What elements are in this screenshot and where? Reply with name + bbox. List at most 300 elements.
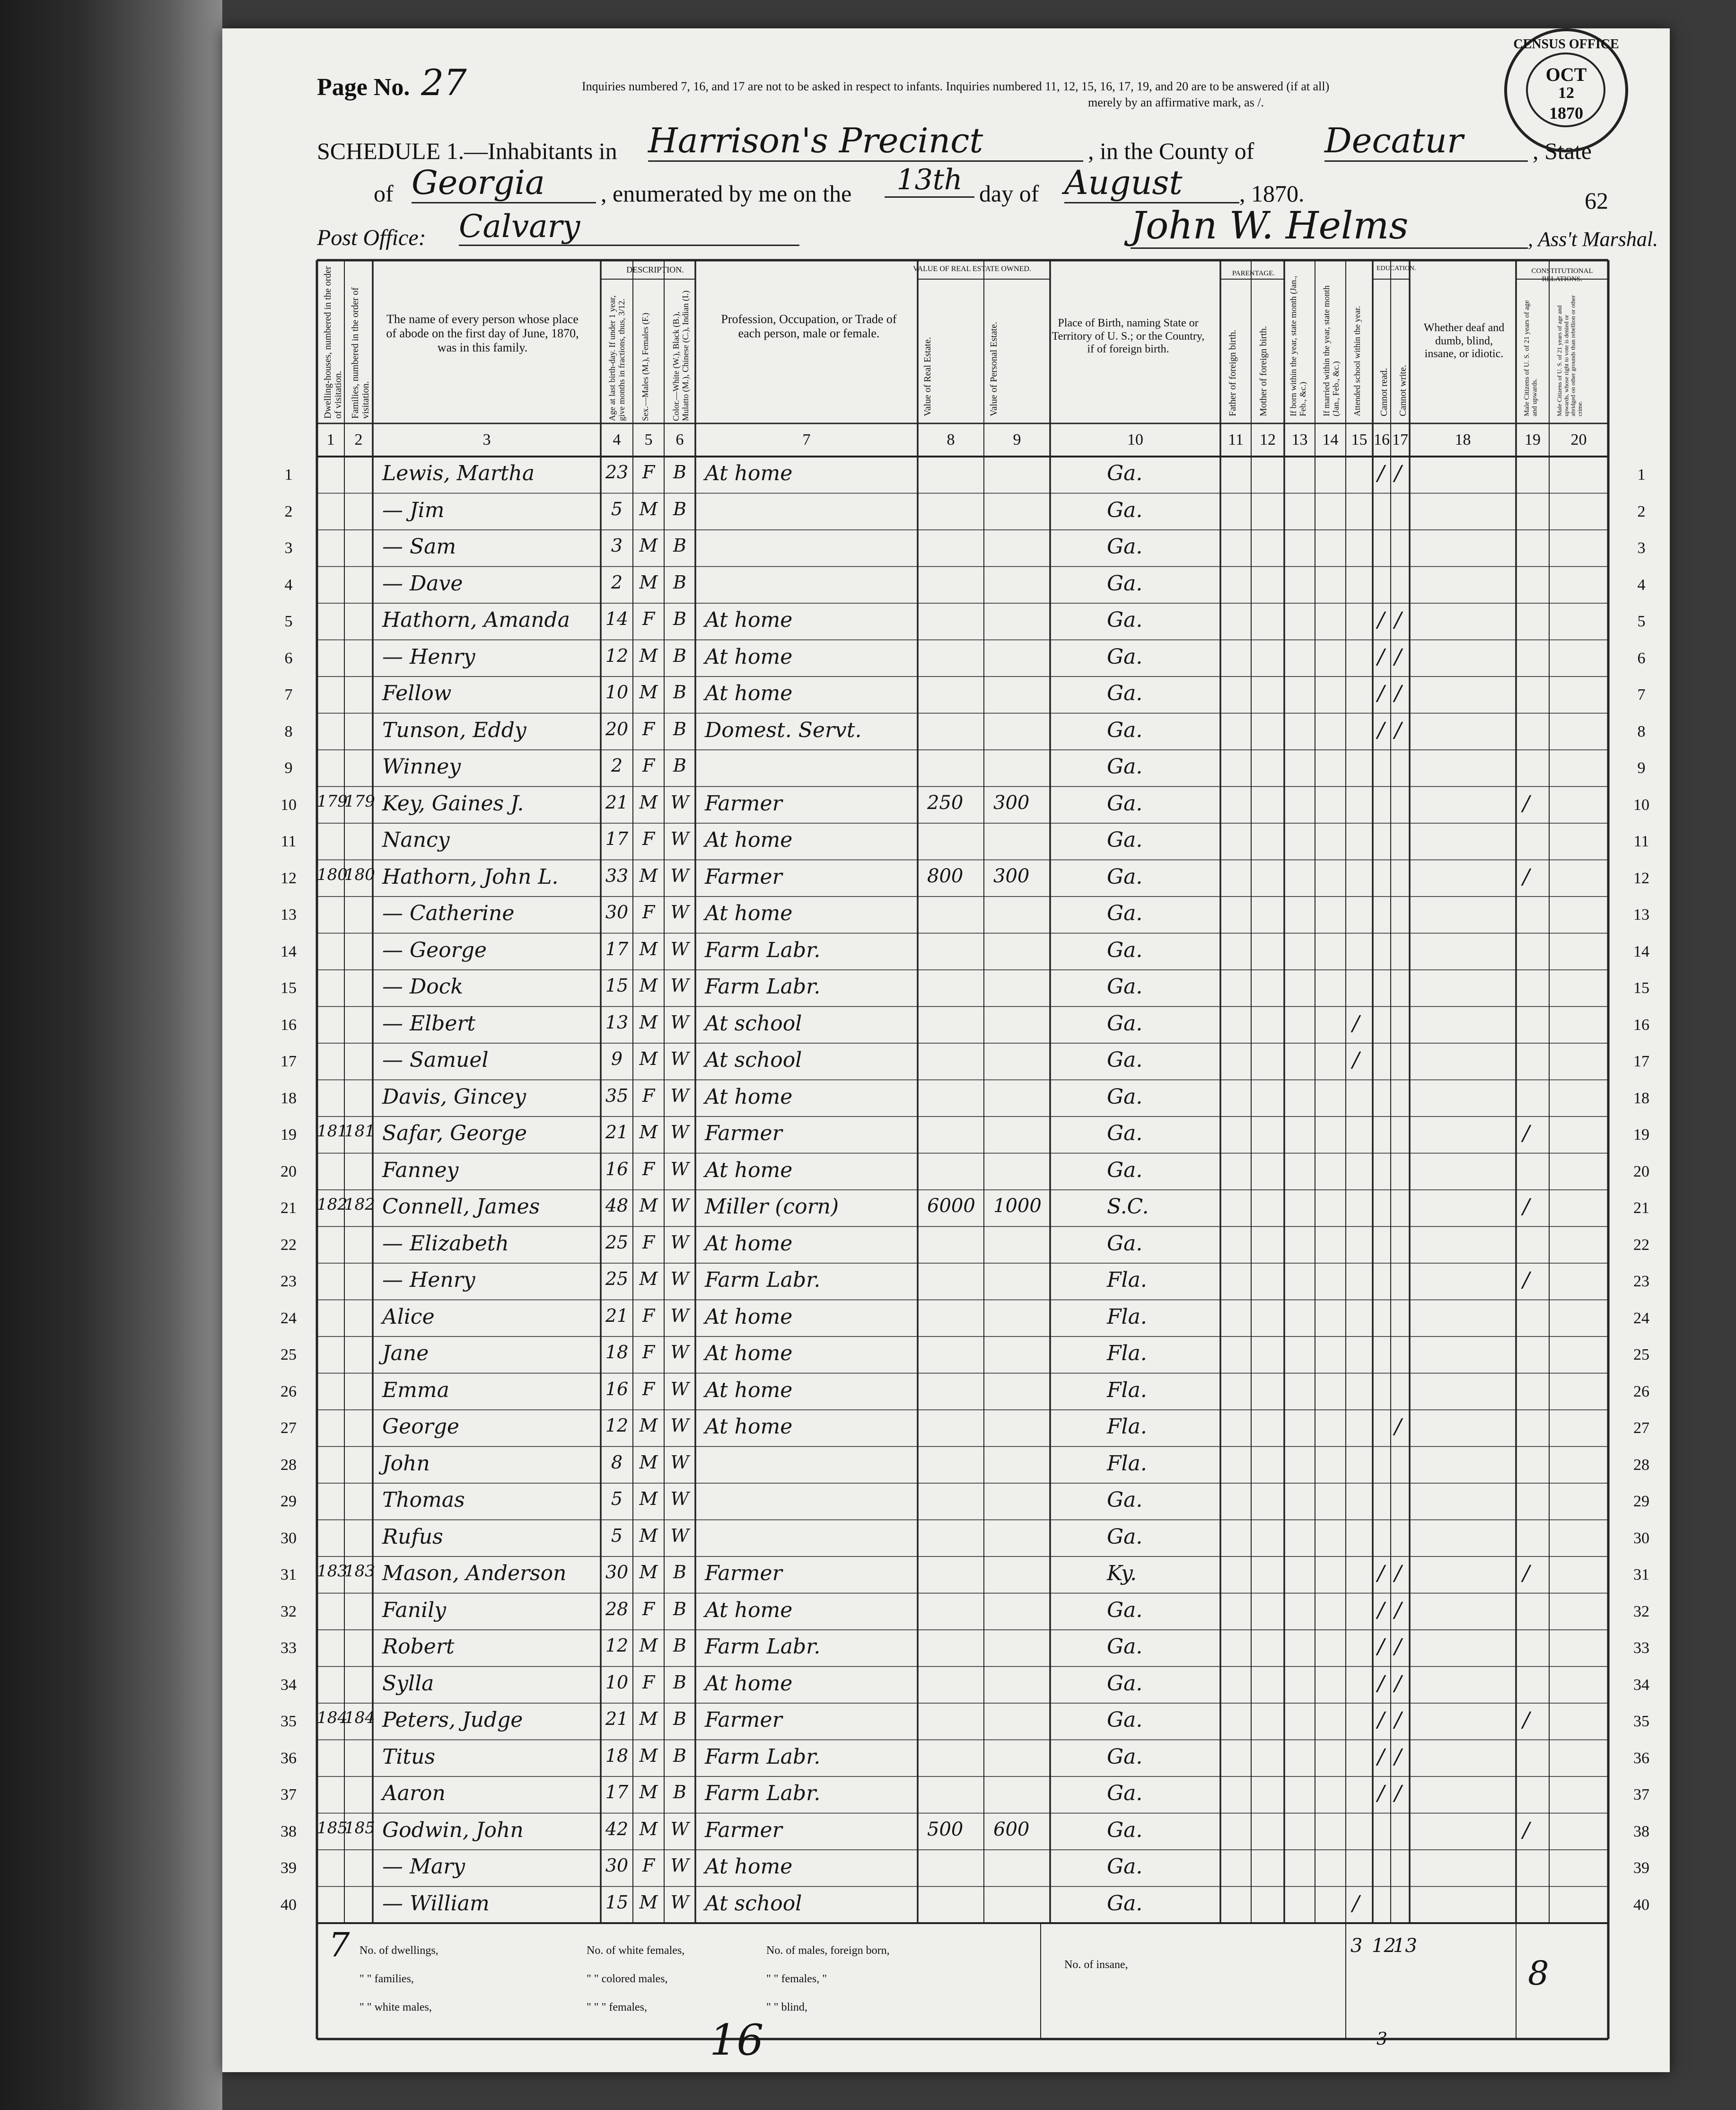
row-number-right: 16 bbox=[1633, 1016, 1649, 1034]
col-9-header: Value of Personal Estate. bbox=[989, 322, 999, 416]
age: 13 bbox=[605, 1011, 629, 1033]
color: B bbox=[673, 608, 686, 629]
place-of-birth: Ga. bbox=[1107, 681, 1143, 705]
row-number-left: 20 bbox=[281, 1162, 297, 1180]
age: 18 bbox=[605, 1745, 629, 1766]
place-of-birth: Ga. bbox=[1107, 644, 1143, 669]
col-19-header: Male Citizens of U. S. of 21 years of age and upwards. bbox=[1523, 300, 1539, 416]
age: 12 bbox=[605, 1635, 629, 1656]
row-number-right: 37 bbox=[1633, 1786, 1649, 1803]
col-8-header: Value of Real Estate. bbox=[922, 337, 933, 416]
place-of-birth: S.C. bbox=[1107, 1195, 1149, 1219]
family-number: 182 bbox=[344, 1195, 375, 1214]
county-name: Decatur bbox=[1324, 121, 1528, 162]
row-number-left: 26 bbox=[281, 1382, 297, 1400]
row-number-left: 5 bbox=[284, 613, 293, 630]
cannot-write-mark: / bbox=[1394, 1561, 1402, 1585]
col-10-header: Place of Birth, naming State or Territory of U. S.; or the Country, if of foreign birth. bbox=[1052, 317, 1205, 356]
sex: M bbox=[639, 1818, 658, 1839]
real-estate-value: 6000 bbox=[927, 1195, 975, 1217]
row-number-right: 29 bbox=[1633, 1493, 1649, 1510]
row-number-right: 2 bbox=[1637, 502, 1646, 520]
col-7-header: Profession, Occupation, or Trade of each person, male or female. bbox=[721, 312, 897, 340]
row-number-left: 31 bbox=[281, 1566, 297, 1583]
row-number-left: 15 bbox=[281, 979, 297, 997]
person-name: Hathorn, John L. bbox=[382, 864, 559, 889]
person-name: Key, Gaines J. bbox=[382, 791, 524, 816]
person-name: Fellow bbox=[382, 681, 452, 705]
column-number: 3 bbox=[482, 431, 491, 448]
column-number: 1 bbox=[326, 431, 335, 448]
enumeration-year: , 1870. bbox=[1239, 180, 1305, 207]
person-name: Godwin, John bbox=[382, 1818, 524, 1842]
row-number-left: 37 bbox=[281, 1786, 297, 1803]
occupation: At home bbox=[705, 1415, 793, 1439]
row-number-left: 2 bbox=[284, 502, 293, 520]
dwelling-number: 180 bbox=[317, 865, 348, 884]
footer-read-total: 12 bbox=[1372, 1935, 1396, 1957]
sex: M bbox=[639, 535, 658, 556]
age: 17 bbox=[605, 1782, 629, 1802]
col-13-header: If born within the year, state month (Jan., Feb., &c.) bbox=[1289, 275, 1307, 416]
age: 21 bbox=[605, 1122, 629, 1143]
row-number-left: 12 bbox=[281, 869, 297, 887]
person-name: — Dock bbox=[382, 975, 464, 999]
row-number-left: 34 bbox=[281, 1676, 297, 1694]
footer-write-total: 13 bbox=[1393, 1935, 1417, 1957]
page-number-label: Page No. bbox=[317, 74, 410, 101]
column-number: 19 bbox=[1525, 431, 1541, 448]
cannot-write-mark: / bbox=[1394, 461, 1402, 485]
footer-tally-mark: 7 bbox=[329, 1925, 350, 1964]
age: 8 bbox=[611, 1451, 623, 1473]
age: 25 bbox=[605, 1268, 629, 1289]
state-label: , State bbox=[1533, 138, 1592, 164]
row-number-right: 32 bbox=[1633, 1602, 1649, 1620]
stamp-day: 12 bbox=[1558, 84, 1574, 102]
place-of-birth: Ga. bbox=[1107, 1781, 1143, 1805]
occupation: At home bbox=[705, 461, 793, 485]
personal-estate-value: 300 bbox=[993, 865, 1030, 887]
cannot-read-mark: / bbox=[1377, 1781, 1385, 1805]
sex: F bbox=[642, 608, 655, 629]
column-number: 13 bbox=[1291, 431, 1308, 448]
cannot-write-mark: / bbox=[1394, 644, 1402, 669]
occupation: Farm Labr. bbox=[705, 1268, 821, 1292]
parentage-group-header: PARENTAGE. bbox=[1232, 270, 1275, 277]
marshal-signature: John W. Helms bbox=[1131, 203, 1528, 249]
cannot-read-mark: / bbox=[1377, 644, 1385, 669]
notice-line-1: Inquiries numbered 7, 16, and 17 are not to be asked in respect to infants. Inquiries numbered 11, 12, 15, 16, 17, 19, and 20 are to be answered (if at all) bbox=[582, 79, 1330, 93]
age: 10 bbox=[605, 682, 629, 703]
row-number-right: 31 bbox=[1633, 1566, 1649, 1583]
footer-males-foreign: No. of males, foreign born, bbox=[766, 1944, 890, 1957]
person-name: Fanney bbox=[382, 1158, 459, 1182]
citizen-mark: / bbox=[1523, 1121, 1530, 1145]
age: 30 bbox=[605, 902, 629, 923]
person-name: George bbox=[382, 1415, 459, 1439]
row-number-left: 40 bbox=[281, 1896, 297, 1914]
row-number-left: 10 bbox=[281, 796, 297, 814]
page-number: 27 bbox=[421, 62, 467, 104]
citizen-mark: / bbox=[1523, 791, 1530, 816]
person-name: Davis, Gincey bbox=[382, 1084, 526, 1109]
occupation: At home bbox=[705, 1598, 793, 1622]
age: 42 bbox=[605, 1818, 629, 1839]
occupation: At home bbox=[705, 608, 793, 632]
row-number-left: 33 bbox=[281, 1639, 297, 1657]
sex: M bbox=[639, 1195, 658, 1216]
row-number-right: 10 bbox=[1633, 796, 1649, 814]
notice-line-2: merely by an affirmative mark, as /. bbox=[1088, 96, 1264, 109]
person-name: Alice bbox=[382, 1304, 435, 1329]
column-number: 8 bbox=[947, 431, 955, 448]
row-number-left: 35 bbox=[281, 1713, 297, 1730]
footer-females-foreign: " " females, " bbox=[766, 1973, 827, 1985]
sex: M bbox=[639, 1782, 658, 1802]
row-number-right: 30 bbox=[1633, 1529, 1649, 1547]
county-label: , in the County of bbox=[1088, 138, 1254, 164]
cannot-write-mark: / bbox=[1394, 1671, 1402, 1696]
row-number-left: 18 bbox=[281, 1089, 297, 1107]
place-of-birth: Ga. bbox=[1107, 461, 1143, 485]
place-of-birth: Ga. bbox=[1107, 975, 1143, 999]
age: 21 bbox=[605, 1708, 629, 1729]
cannot-write-mark: / bbox=[1394, 718, 1402, 742]
stamp-top-text: CENSUS OFFICE bbox=[1513, 37, 1619, 52]
person-name: — Catherine bbox=[382, 901, 515, 925]
sex: M bbox=[639, 498, 658, 519]
state-name: Georgia bbox=[412, 163, 596, 203]
column-number: 16 bbox=[1374, 431, 1390, 448]
dwelling-number: 184 bbox=[317, 1708, 348, 1727]
place-of-birth: Fla. bbox=[1107, 1451, 1147, 1476]
sex: F bbox=[642, 755, 655, 776]
age: 5 bbox=[611, 1525, 623, 1546]
occupation: At home bbox=[705, 1084, 793, 1109]
col-15-header: Attended school within the year. bbox=[1352, 306, 1362, 416]
row-number-left: 4 bbox=[284, 576, 293, 594]
col-2-header: Families, numbered in the order of visitation. bbox=[350, 287, 371, 419]
color: W bbox=[670, 1268, 689, 1289]
person-name: — Samuel bbox=[382, 1048, 489, 1072]
age: 20 bbox=[605, 718, 629, 739]
color: W bbox=[670, 828, 689, 849]
age: 15 bbox=[605, 975, 629, 996]
row-number-left: 25 bbox=[281, 1346, 297, 1363]
place-of-birth: Ga. bbox=[1107, 1855, 1143, 1879]
row-number-right: 15 bbox=[1633, 979, 1649, 997]
color: W bbox=[670, 1122, 689, 1143]
footer-dwellings: No. of dwellings, bbox=[359, 1944, 438, 1957]
age: 17 bbox=[605, 938, 629, 959]
row-number-right: 25 bbox=[1633, 1346, 1649, 1363]
footer-colored-males: " " colored males, bbox=[587, 1973, 668, 1985]
age: 21 bbox=[605, 791, 629, 813]
age: 16 bbox=[605, 1158, 629, 1179]
sex: F bbox=[642, 1342, 655, 1363]
sex: M bbox=[639, 1451, 658, 1473]
row-number-left: 27 bbox=[281, 1419, 297, 1437]
cannot-read-mark: / bbox=[1377, 1708, 1385, 1732]
row-number-right: 20 bbox=[1633, 1162, 1649, 1180]
row-number-right: 24 bbox=[1633, 1309, 1649, 1327]
dwelling-number: 179 bbox=[317, 791, 348, 811]
occupation: At home bbox=[705, 1671, 793, 1696]
citizen-mark: / bbox=[1523, 1818, 1530, 1842]
age: 12 bbox=[605, 645, 629, 666]
sex: M bbox=[639, 571, 658, 593]
age: 16 bbox=[605, 1378, 629, 1399]
occupation: At school bbox=[705, 1011, 802, 1036]
sex: M bbox=[639, 791, 658, 813]
place-of-birth: Fla. bbox=[1107, 1268, 1147, 1292]
color: B bbox=[673, 535, 686, 556]
age: 21 bbox=[605, 1305, 629, 1326]
color: W bbox=[670, 1525, 689, 1546]
column-number: 15 bbox=[1351, 431, 1368, 448]
post-office-label: Post Office: bbox=[317, 225, 426, 250]
row-number-left: 1 bbox=[284, 466, 293, 484]
person-name: Rufus bbox=[382, 1524, 443, 1549]
color: B bbox=[673, 755, 686, 776]
row-number-left: 30 bbox=[281, 1529, 297, 1547]
person-name: — Sam bbox=[382, 535, 456, 559]
color: W bbox=[670, 1011, 689, 1033]
row-number-right: 26 bbox=[1633, 1382, 1649, 1400]
occupation: At home bbox=[705, 1304, 793, 1329]
occupation: At home bbox=[705, 828, 793, 852]
cannot-read-mark: / bbox=[1377, 718, 1385, 742]
row-number-left: 8 bbox=[284, 722, 293, 740]
occupation: At school bbox=[705, 1048, 802, 1072]
sex: F bbox=[642, 1231, 655, 1253]
row-number-left: 38 bbox=[281, 1822, 297, 1840]
row-number-right: 5 bbox=[1637, 613, 1646, 630]
marshal-label: , Ass't Marshal. bbox=[1528, 228, 1658, 251]
color: B bbox=[673, 645, 686, 666]
person-name: Hathorn, Amanda bbox=[382, 608, 570, 632]
row-number-left: 19 bbox=[281, 1126, 297, 1143]
value-group-header: VALUE OF REAL ESTATE OWNED. bbox=[913, 265, 1031, 273]
column-number: 6 bbox=[675, 431, 684, 448]
cannot-read-mark: / bbox=[1377, 461, 1385, 485]
age: 23 bbox=[605, 462, 629, 483]
row-number-right: 28 bbox=[1633, 1456, 1649, 1474]
row-number-right: 35 bbox=[1633, 1713, 1649, 1730]
sex: M bbox=[639, 865, 658, 886]
row-number-left: 16 bbox=[281, 1016, 297, 1034]
person-name: — William bbox=[382, 1891, 490, 1916]
occupation: Miller (corn) bbox=[705, 1195, 839, 1219]
place-of-birth: Fla. bbox=[1107, 1378, 1147, 1402]
sex: F bbox=[642, 1378, 655, 1399]
column-number: 18 bbox=[1455, 431, 1471, 448]
occupation: Farm Labr. bbox=[705, 1744, 821, 1769]
sheet-number: 62 bbox=[1585, 187, 1608, 214]
real-estate-value: 250 bbox=[927, 791, 964, 814]
attended-school-mark: / bbox=[1352, 1891, 1359, 1916]
column-number: 17 bbox=[1392, 431, 1408, 448]
age: 25 bbox=[605, 1231, 629, 1253]
col-1-header: Dwelling-houses, numbered in the order of visitation. bbox=[323, 266, 343, 419]
row-number-right: 9 bbox=[1637, 759, 1646, 777]
occupation: At home bbox=[705, 901, 793, 925]
age: 5 bbox=[611, 1488, 623, 1509]
color: B bbox=[673, 1598, 686, 1619]
row-number-left: 17 bbox=[281, 1053, 297, 1070]
col-16-header: Cannot read. bbox=[1379, 368, 1389, 416]
color: W bbox=[670, 938, 689, 959]
place-of-birth: Ga. bbox=[1107, 1818, 1143, 1842]
age: 18 bbox=[605, 1342, 629, 1363]
place-of-birth: Ga. bbox=[1107, 1011, 1143, 1036]
row-number-right: 12 bbox=[1633, 869, 1649, 887]
place-of-birth: Ga. bbox=[1107, 1708, 1143, 1732]
day-of-label: day of bbox=[979, 180, 1039, 207]
column-number: 4 bbox=[613, 431, 621, 448]
person-name: — Henry bbox=[382, 1268, 475, 1292]
row-number-right: 36 bbox=[1633, 1749, 1649, 1767]
occupation: At home bbox=[705, 1341, 793, 1365]
place-of-birth: Ga. bbox=[1107, 901, 1143, 925]
occupation: Farmer bbox=[705, 1561, 782, 1585]
row-number-left: 21 bbox=[281, 1199, 297, 1217]
place-of-birth: Ga. bbox=[1107, 938, 1143, 962]
occupation: At home bbox=[705, 681, 793, 705]
attended-school-mark: / bbox=[1352, 1048, 1359, 1072]
sex: F bbox=[642, 828, 655, 849]
cannot-write-mark: / bbox=[1394, 1635, 1402, 1659]
personal-estate-value: 600 bbox=[993, 1818, 1030, 1840]
age: 3 bbox=[611, 535, 623, 556]
citizen-mark: / bbox=[1523, 1195, 1530, 1219]
place-of-birth: Ga. bbox=[1107, 828, 1143, 852]
row-number-right: 34 bbox=[1633, 1676, 1649, 1694]
cannot-read-mark: / bbox=[1377, 1744, 1385, 1769]
color: B bbox=[673, 718, 686, 739]
col-11-header: Father of foreign birth. bbox=[1227, 329, 1238, 416]
row-number-right: 40 bbox=[1633, 1896, 1649, 1914]
color: B bbox=[673, 1635, 686, 1656]
age: 30 bbox=[605, 1562, 629, 1582]
occupation: Farmer bbox=[705, 791, 782, 816]
row-number-right: 38 bbox=[1633, 1822, 1649, 1840]
footer-white-males: " " white males, bbox=[359, 2001, 432, 2013]
cannot-read-mark: / bbox=[1377, 1598, 1385, 1622]
person-name: — George bbox=[382, 938, 487, 962]
of-label: of bbox=[374, 180, 394, 207]
citizen-mark: / bbox=[1523, 864, 1530, 889]
row-number-left: 6 bbox=[284, 649, 293, 667]
occupation: At home bbox=[705, 1378, 793, 1402]
family-number: 180 bbox=[344, 865, 375, 884]
person-name: — Elbert bbox=[382, 1011, 476, 1036]
footer-insane: No. of insane, bbox=[1064, 1959, 1128, 1971]
place-of-birth: Ga. bbox=[1107, 791, 1143, 816]
age: 14 bbox=[605, 608, 629, 629]
family-number: 181 bbox=[344, 1122, 375, 1141]
constitutional-group-header: CONSTITUTIONAL RELATIONS. bbox=[1531, 267, 1593, 283]
cannot-read-mark: / bbox=[1377, 608, 1385, 632]
census-page bbox=[222, 28, 1670, 2072]
cannot-write-mark: / bbox=[1394, 681, 1402, 705]
place-of-birth: Ga. bbox=[1107, 864, 1143, 889]
color: W bbox=[670, 1305, 689, 1326]
footer-blind: " " blind, bbox=[766, 2001, 807, 2013]
cannot-write-mark: / bbox=[1394, 1415, 1402, 1439]
row-number-right: 23 bbox=[1633, 1273, 1649, 1290]
place-of-birth: Ga. bbox=[1107, 571, 1143, 596]
cannot-read-mark: / bbox=[1377, 1635, 1385, 1659]
cannot-read-mark: / bbox=[1377, 1671, 1385, 1696]
color: W bbox=[670, 1085, 689, 1106]
sex: F bbox=[642, 902, 655, 923]
place-of-birth: Fla. bbox=[1107, 1341, 1147, 1365]
row-number-left: 13 bbox=[281, 906, 297, 923]
person-name: — Henry bbox=[382, 644, 475, 669]
description-group-header: DESCRIPTION. bbox=[626, 265, 684, 274]
personal-estate-value: 1000 bbox=[993, 1195, 1042, 1217]
place-of-birth: Ga. bbox=[1107, 1671, 1143, 1696]
person-name: Thomas bbox=[382, 1488, 465, 1512]
row-number-right: 4 bbox=[1637, 576, 1646, 594]
row-number-left: 11 bbox=[281, 833, 297, 850]
place-of-birth: Ga. bbox=[1107, 1158, 1143, 1182]
occupation: Farmer bbox=[705, 864, 782, 889]
age: 15 bbox=[605, 1891, 629, 1913]
age: 12 bbox=[605, 1415, 629, 1436]
attended-school-mark: / bbox=[1352, 1011, 1359, 1036]
age: 30 bbox=[605, 1855, 629, 1876]
precinct-name: Harrison's Precinct bbox=[648, 121, 1083, 162]
person-name: Sylla bbox=[382, 1671, 434, 1696]
occupation: Farmer bbox=[705, 1708, 782, 1732]
color: B bbox=[673, 498, 686, 519]
dwelling-number: 185 bbox=[317, 1818, 348, 1837]
sex: F bbox=[642, 1085, 655, 1106]
sex: F bbox=[642, 1671, 655, 1693]
col-5-header: Sex.—Males (M.), Females (F.) bbox=[640, 312, 650, 421]
person-name: Titus bbox=[382, 1744, 436, 1769]
sex: M bbox=[639, 1011, 658, 1033]
person-name: Aaron bbox=[382, 1781, 446, 1805]
sex: M bbox=[639, 1891, 658, 1913]
color: W bbox=[670, 1158, 689, 1179]
place-of-birth: Ga. bbox=[1107, 498, 1143, 522]
place-of-birth: Ky. bbox=[1107, 1561, 1137, 1585]
place-of-birth: Ga. bbox=[1107, 1084, 1143, 1109]
sex: M bbox=[639, 1048, 658, 1069]
row-number-right: 27 bbox=[1633, 1419, 1649, 1437]
cannot-write-mark: / bbox=[1394, 608, 1402, 632]
col-12-header: Mother of foreign birth. bbox=[1258, 325, 1269, 416]
education-group-header: EDUCATION. bbox=[1377, 265, 1416, 272]
color: W bbox=[670, 1488, 689, 1509]
row-number-right: 33 bbox=[1633, 1639, 1649, 1657]
citizen-mark: / bbox=[1523, 1561, 1530, 1585]
sex: F bbox=[642, 718, 655, 739]
place-of-birth: Ga. bbox=[1107, 1488, 1143, 1512]
row-number-left: 39 bbox=[281, 1859, 297, 1877]
sex: M bbox=[639, 1635, 658, 1656]
column-number: 12 bbox=[1260, 431, 1276, 448]
person-name: Fanily bbox=[382, 1598, 447, 1622]
citizen-mark: / bbox=[1523, 1708, 1530, 1732]
row-number-right: 19 bbox=[1633, 1126, 1649, 1143]
col-4-header: Age at last birth-day. If under 1 year, give months in fractions, thus, 3/12. bbox=[607, 295, 626, 421]
footer-females: " " " females, bbox=[587, 2001, 648, 2013]
